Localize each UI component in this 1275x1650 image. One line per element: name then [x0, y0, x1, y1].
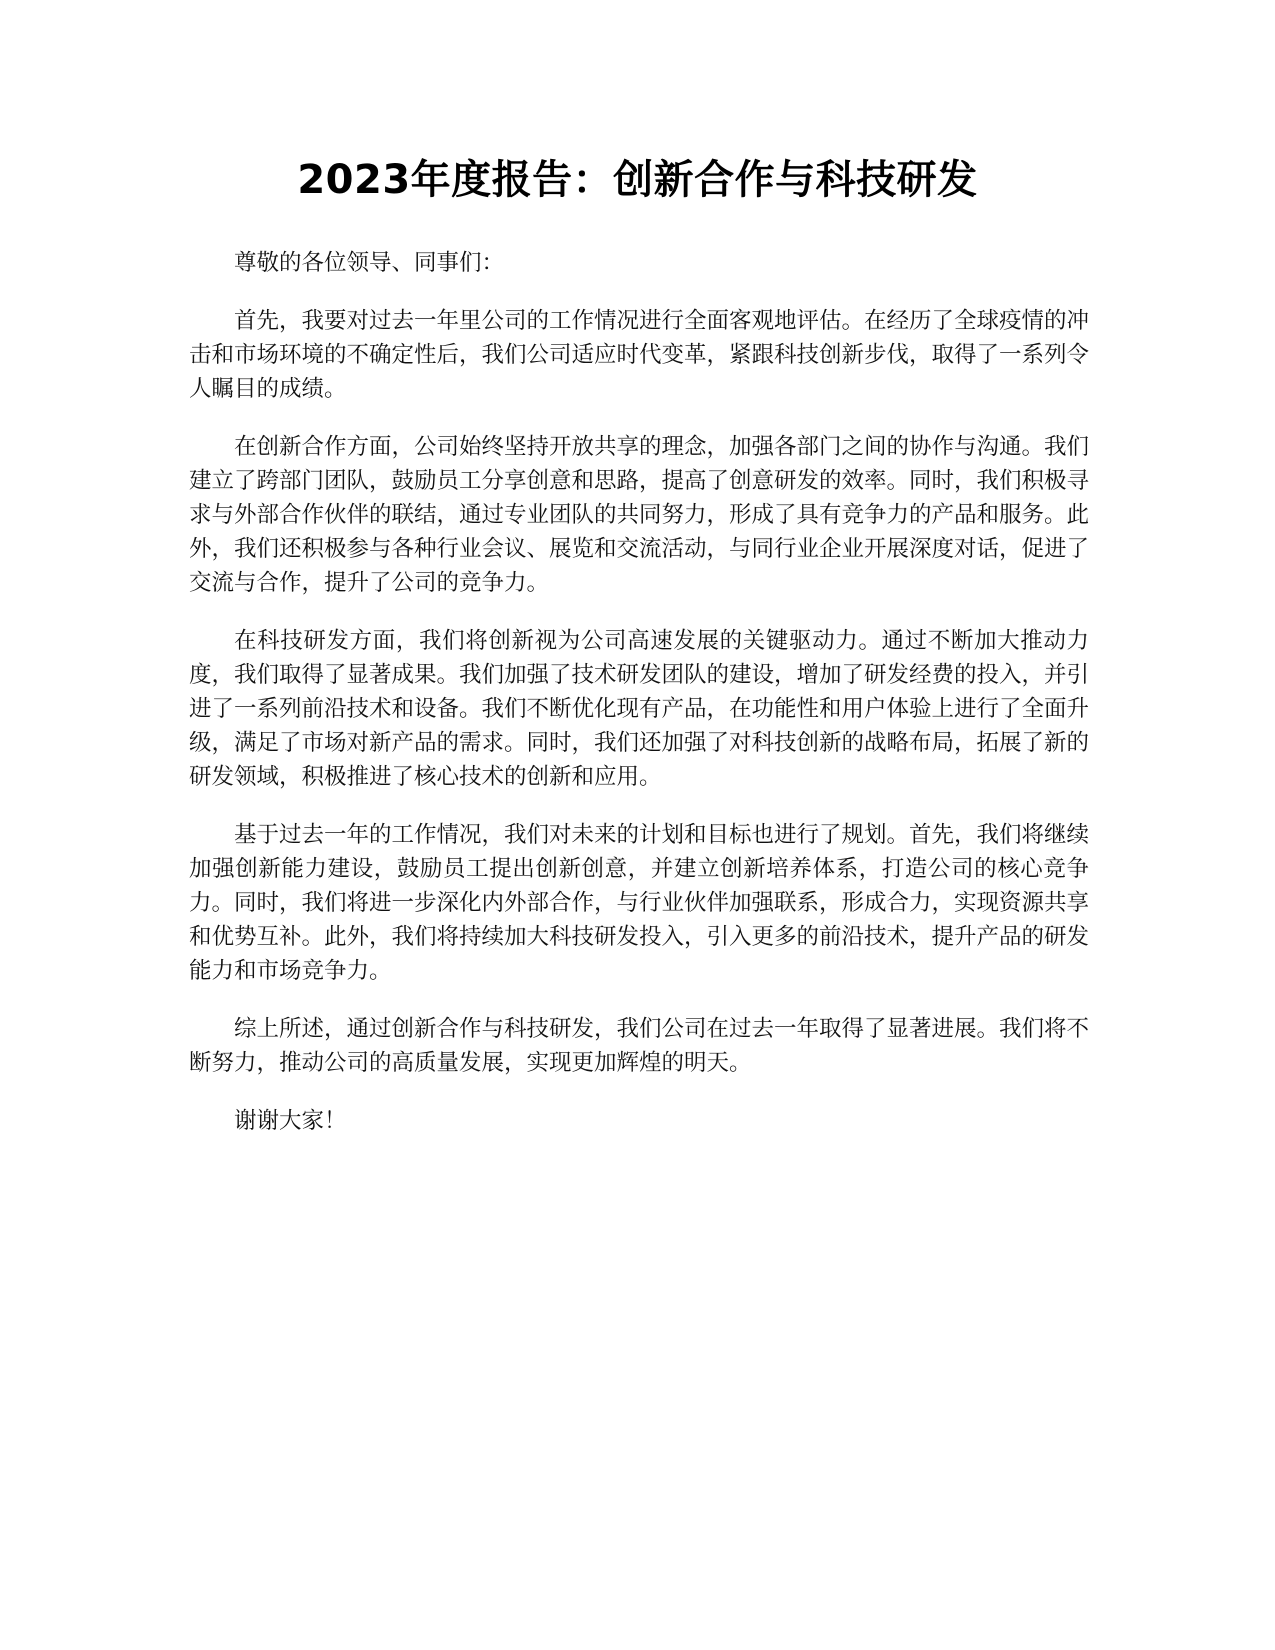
document-body: [189, 246, 1089, 1162]
body-paragraph: 综上所述，通过创新合作与科技研发，我们公司在过去一年取得了显著进展。我们将不断努力，推动公司的高质量发展，实现更加辉煌的明天。: [189, 1016, 1090, 1076]
salutation-paragraph: 尊敬的各位领导、同事们：: [234, 250, 505, 276]
body-paragraph: 首先，我要对过去一年里公司的工作情况进行全面客观地评估。在经历了全球疫情的冲击和市场环境的不确定性后，我们公司适应时代变革，紧跟科技创新步伐，取得了一系列令人瞩目的成绩。: [189, 308, 1090, 402]
body-paragraph: 在创新合作方面，公司始终坚持开放共享的理念，加强各部门之间的协作与沟通。我们建立了跨部门团队，鼓励员工分享创意和思路，提高了创意研发的效率。同时，我们积极寻求与外部合作伙伴的联结，通过专业团队的共同努力，形成了具有竞争力的产品和服务。此外，我们还积极参与各种行业会议、展览和交流活动，与同行业企业开展深度对话，促进了交流与合作，提升了公司的竞争力。: [189, 434, 1090, 596]
body-paragraph: 基于过去一年的工作情况，我们对未来的计划和目标也进行了规划。首先，我们将继续加强创新能力建设，鼓励员工提出创新创意，并建立创新培养体系，打造公司的核心竞争力。同时，我们将进一步深化内外部合作，与行业伙伴加强联系，形成合力，实现资源共享和优势互补。此外，我们将持续加大科技研发投入，引入更多的前沿技术，提升产品的研发能力和市场竞争力。: [189, 822, 1090, 984]
closing-paragraph: 谢谢大家！: [234, 1108, 347, 1134]
body-paragraph: 在科技研发方面，我们将创新视为公司高速发展的关键驱动力。通过不断加大推动力度，我们取得了显著成果。我们加强了技术研发团队的建设，增加了研发经费的投入，并引进了一系列前沿技术和设备。我们不断优化现有产品，在功能性和用户体验上进行了全面升级，满足了市场对新产品的需求。同时，我们还加强了对科技创新的战略布局，拓展了新的研发领域，积极推进了核心技术的创新和应用。: [189, 628, 1090, 790]
document-title: 2023年度报告：创新合作与科技研发: [297, 157, 978, 203]
